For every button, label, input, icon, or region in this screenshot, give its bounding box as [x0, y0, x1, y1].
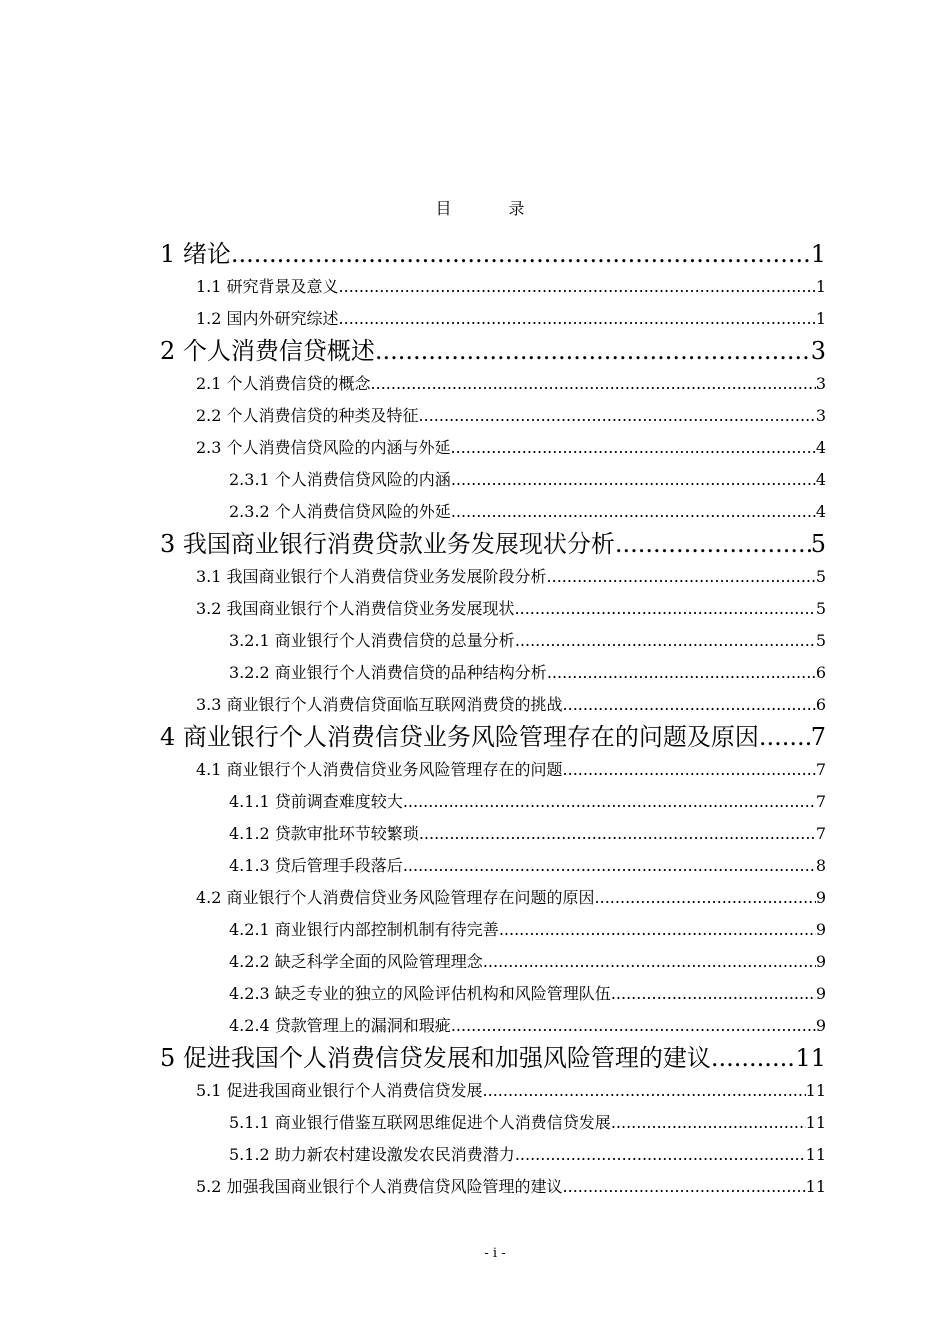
toc-entry[interactable]	[160, 271, 826, 303]
toc-entry-page: 11	[805, 1177, 826, 1196]
dot-leader	[563, 754, 816, 786]
toc-entry-page: 9	[815, 888, 826, 907]
toc-entry-page: 11	[805, 1081, 826, 1100]
dot-leader	[595, 882, 816, 914]
toc-entry[interactable]	[160, 528, 826, 560]
dot-leader	[451, 464, 816, 496]
toc-entry-label: 2.3 个人消费信贷风险的内涵与外延	[196, 438, 451, 457]
toc-entry-page: 5	[815, 599, 826, 618]
dot-leader	[403, 786, 816, 818]
dot-leader	[339, 271, 816, 303]
toc-entry-label: 4.2.1 商业银行内部控制机制有待完善	[229, 920, 499, 939]
toc-entry[interactable]	[160, 978, 826, 1010]
dot-leader	[563, 1171, 806, 1203]
toc-entry-page: 7	[815, 792, 826, 811]
toc-entry-label: 4.2 商业银行个人消费信贷业务风险管理存在问题的原因	[196, 888, 595, 907]
toc-entry[interactable]	[160, 657, 826, 689]
toc-entry-page: 6	[815, 663, 826, 682]
toc-entry-label: 5.1.1 商业银行借鉴互联网思维促进个人消费信贷发展	[229, 1113, 611, 1132]
dot-leader	[339, 303, 816, 335]
toc-entry[interactable]	[160, 303, 826, 335]
toc-entry-label: 3.2.2 商业银行个人消费信贷的品种结构分析	[229, 663, 547, 682]
dot-leader	[611, 1107, 806, 1139]
toc-entry-page: 5	[810, 530, 826, 558]
toc-entry[interactable]	[160, 1075, 826, 1107]
dot-leader	[451, 1010, 816, 1042]
toc-entry-page: 11	[805, 1113, 826, 1132]
toc-entry-label: 3 我国商业银行消费贷款业务发展现状分析	[160, 530, 615, 558]
toc-entry[interactable]	[160, 1042, 826, 1074]
toc-entry-page: 9	[815, 1016, 826, 1035]
toc-entry[interactable]	[160, 786, 826, 818]
toc-entry-label: 4 商业银行个人消费信贷业务风险管理存在的问题及原因	[160, 723, 759, 751]
dot-leader	[375, 335, 811, 367]
toc-entry[interactable]	[160, 882, 826, 914]
toc-entry-label: 4.2.2 缺乏科学全面的风险管理理念	[229, 952, 483, 971]
toc-entry-label: 2.2 个人消费信贷的种类及特征	[196, 406, 419, 425]
page-number-footer: - i -	[484, 1246, 506, 1261]
dot-leader	[451, 432, 816, 464]
dot-leader	[611, 978, 816, 1010]
toc-entry-page: 7	[815, 824, 826, 843]
toc-entry[interactable]	[160, 1010, 826, 1042]
toc-entry[interactable]	[160, 850, 826, 882]
toc-entry-page: 11	[795, 1044, 826, 1072]
toc-entry[interactable]	[160, 238, 826, 270]
toc-heading: 目 录	[435, 199, 551, 218]
toc-entry-page: 1	[815, 277, 826, 296]
dot-leader	[515, 625, 816, 657]
toc-entry-page: 3	[815, 374, 826, 393]
toc-entry[interactable]	[160, 593, 826, 625]
toc-entry[interactable]	[160, 914, 826, 946]
toc-entry-page: 5	[815, 631, 826, 650]
toc-entry[interactable]	[160, 432, 826, 464]
toc-entry-label: 4.2.4 贷款管理上的漏洞和瑕疵	[229, 1016, 451, 1035]
dot-leader	[371, 368, 816, 400]
toc-entry-page: 9	[815, 984, 826, 1003]
toc-entry-page: 6	[815, 695, 826, 714]
dot-leader	[515, 593, 816, 625]
table-of-contents	[160, 238, 826, 1203]
toc-entry-page: 4	[815, 470, 826, 489]
toc-entry-label: 4.1.1 贷前调查难度较大	[229, 792, 403, 811]
toc-entry-label: 1.2 国内外研究综述	[196, 309, 339, 328]
toc-entry-label: 4.1.3 贷后管理手段落后	[229, 856, 403, 875]
dot-leader	[483, 946, 816, 978]
toc-entry-page: 3	[810, 337, 826, 365]
dot-leader	[615, 528, 811, 560]
dot-leader	[231, 238, 811, 270]
toc-entry-page: 8	[815, 856, 826, 875]
toc-entry-page: 11	[805, 1145, 826, 1164]
toc-entry[interactable]	[160, 561, 826, 593]
dot-leader	[483, 1075, 806, 1107]
dot-leader	[499, 914, 816, 946]
toc-entry-label: 4.1.2 贷款审批环节较繁琐	[229, 824, 419, 843]
toc-entry[interactable]	[160, 754, 826, 786]
toc-entry[interactable]	[160, 1107, 826, 1139]
toc-entry[interactable]	[160, 625, 826, 657]
toc-entry-label: 3.3 商业银行个人消费信贷面临互联网消费贷的挑战	[196, 695, 563, 714]
dot-leader	[759, 721, 811, 753]
toc-entry-label: 4.2.3 缺乏专业的独立的风险评估机构和风险管理队伍	[229, 984, 611, 1003]
toc-entry-page: 1	[815, 309, 826, 328]
toc-entry-label: 5.1 促进我国商业银行个人消费信贷发展	[196, 1081, 483, 1100]
toc-entry-page: 3	[815, 406, 826, 425]
toc-entry-page: 4	[815, 438, 826, 457]
toc-entry-page: 7	[815, 760, 826, 779]
toc-entry-label: 2.1 个人消费信贷的概念	[196, 374, 371, 393]
toc-entry[interactable]	[160, 689, 826, 721]
dot-leader	[451, 496, 816, 528]
toc-entry-label: 1.1 研究背景及意义	[196, 277, 339, 296]
dot-leader	[563, 689, 816, 721]
toc-entry-page: 5	[815, 567, 826, 586]
toc-entry-label: 3.2 我国商业银行个人消费信贷业务发展现状	[196, 599, 515, 618]
toc-entry-label: 2 个人消费信贷概述	[160, 337, 375, 365]
toc-entry-page: 1	[810, 240, 826, 268]
toc-entry[interactable]	[160, 721, 826, 753]
toc-entry-label: 5 促进我国个人消费信贷发展和加强风险管理的建议	[160, 1044, 711, 1072]
toc-entry[interactable]	[160, 496, 826, 528]
dot-leader	[403, 850, 816, 882]
toc-entry-label: 3.2.1 商业银行个人消费信贷的总量分析	[229, 631, 515, 650]
toc-entry-label: 3.1 我国商业银行个人消费信贷业务发展阶段分析	[196, 567, 547, 586]
toc-entry[interactable]	[160, 1171, 826, 1203]
toc-entry-label: 2.3.1 个人消费信贷风险的内涵	[229, 470, 451, 489]
toc-entry[interactable]	[160, 946, 826, 978]
toc-entry[interactable]	[160, 1139, 826, 1171]
toc-entry-page: 7	[810, 723, 826, 751]
toc-entry-page: 4	[815, 502, 826, 521]
toc-entry-label: 4.1 商业银行个人消费信贷业务风险管理存在的问题	[196, 760, 563, 779]
toc-entry-label: 5.2 加强我国商业银行个人消费信贷风险管理的建议	[196, 1177, 563, 1196]
dot-leader	[515, 1139, 806, 1171]
toc-entry-page: 9	[815, 952, 826, 971]
toc-entry[interactable]	[160, 335, 826, 367]
toc-entry-label: 2.3.2 个人消费信贷风险的外延	[229, 502, 451, 521]
toc-entry[interactable]	[160, 464, 826, 496]
toc-entry-label: 5.1.2 助力新农村建设激发农民消费潜力	[229, 1145, 515, 1164]
toc-entry-label: 1 绪论	[160, 240, 231, 268]
toc-entry[interactable]	[160, 400, 826, 432]
toc-entry[interactable]	[160, 818, 826, 850]
dot-leader	[547, 561, 816, 593]
dot-leader	[547, 657, 816, 689]
toc-entry[interactable]	[160, 368, 826, 400]
dot-leader	[419, 400, 816, 432]
toc-entry-page: 9	[815, 920, 826, 939]
dot-leader	[711, 1042, 796, 1074]
dot-leader	[419, 818, 816, 850]
